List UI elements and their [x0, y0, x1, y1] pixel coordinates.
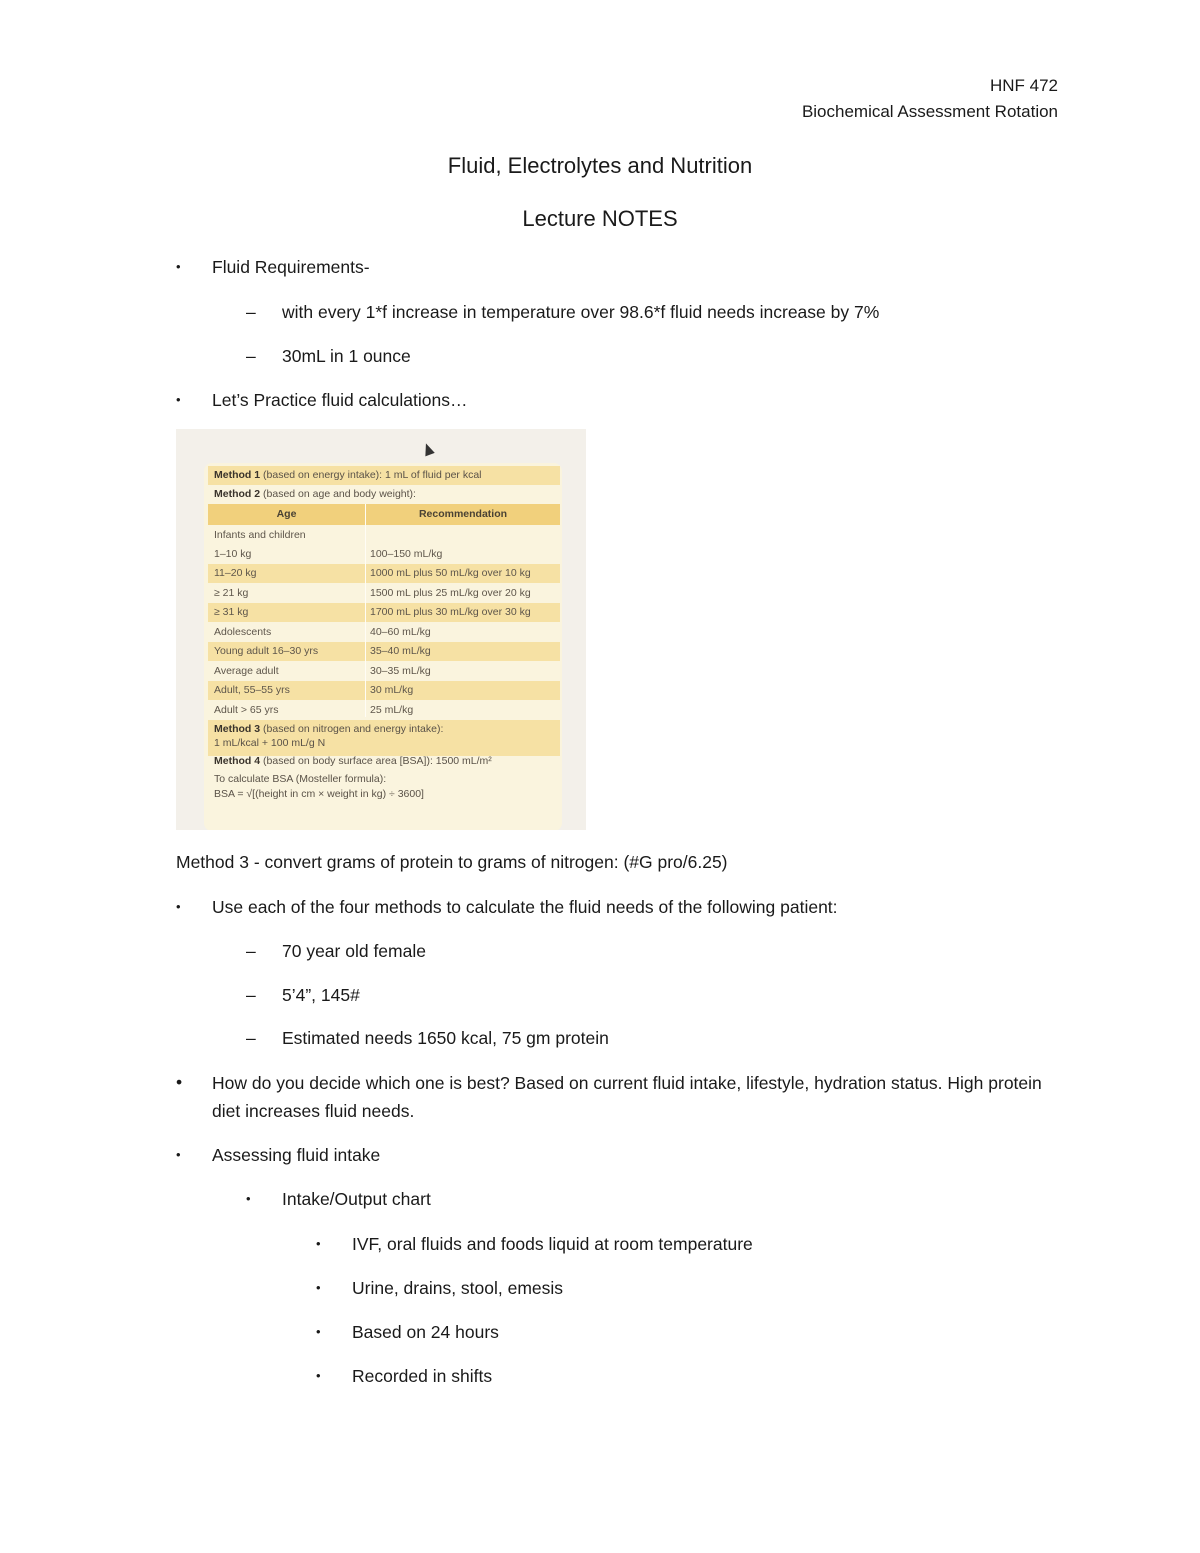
- table-age-cell: 1–10 kg: [214, 548, 252, 560]
- use-methods-heading: Use each of the four methods to calculate the fluid needs of the following patient:: [212, 897, 838, 917]
- list-item-text: Based on 24 hours: [352, 1322, 499, 1342]
- method-4-label: Method 4: [214, 755, 261, 767]
- bullet-icon: •: [176, 899, 181, 914]
- method-3-formula: 1 mL/kcal + 100 mL/g N: [214, 737, 326, 749]
- patient-detail: Estimated needs 1650 kcal, 75 gm protein: [282, 1028, 609, 1048]
- bullet-icon: •: [246, 1191, 251, 1206]
- bsa-formula: BSA = √[(height in cm × weight in kg) ÷ 3600]: [214, 788, 424, 800]
- method-3-note: Method 3 - convert grams of protein to grams of nitrogen: (#G pro/6.25): [176, 852, 728, 872]
- patient-detail: 5’4”, 145#: [282, 985, 360, 1005]
- bullet-icon: •: [316, 1236, 321, 1251]
- table-age-cell: Adult, 55–55 yrs: [214, 684, 290, 696]
- table-age-cell: ≥ 31 kg: [214, 606, 249, 618]
- method-1-text: (based on energy intake): 1 mL of fluid per kcal: [263, 469, 482, 481]
- bsa-instruction: To calculate BSA (Mosteller formula):: [214, 773, 387, 785]
- course-code: HNF 472: [989, 76, 1058, 95]
- cursor-icon: [421, 442, 435, 457]
- table-age-cell: Adolescents: [214, 626, 272, 638]
- table-age-cell: ≥ 21 kg: [214, 587, 249, 599]
- list-item: [176, 1069, 1042, 1121]
- dash-icon: –: [246, 346, 256, 366]
- bullet-icon: •: [176, 1072, 183, 1092]
- method-3-text: (based on nitrogen and energy intake):: [263, 723, 444, 735]
- table-age-cell: Adult > 65 yrs: [214, 704, 279, 716]
- column-header-age: Age: [208, 504, 365, 525]
- bullet-icon: •: [316, 1368, 321, 1383]
- list-item: [316, 1319, 499, 1345]
- table-rec-cell: 1700 mL plus 30 mL/kg over 30 kg: [370, 606, 531, 618]
- table-age-cell: Young adult 16–30 yrs: [214, 645, 319, 657]
- method-3-label: Method 3: [214, 723, 261, 735]
- column-header-recommendation: Recommendation: [366, 504, 560, 525]
- list-item: [316, 1231, 753, 1257]
- bullet-icon: •: [176, 259, 181, 274]
- document-title: Fluid, Electrolytes and Nutrition: [447, 153, 753, 178]
- method-1-row: [214, 469, 482, 481]
- fluid-requirements-heading: Fluid Requirements-: [212, 257, 370, 277]
- table-rec-cell: 35–40 mL/kg: [370, 645, 431, 657]
- method-2-label: Method 2: [214, 488, 261, 500]
- table-rec-cell: 40–60 mL/kg: [370, 626, 431, 638]
- list-item-text: IVF, oral fluids and foods liquid at room temperature: [352, 1234, 753, 1254]
- bullet-icon: •: [176, 1147, 181, 1162]
- bullet-icon: •: [316, 1324, 321, 1339]
- list-item: [176, 1142, 381, 1168]
- list-item: [176, 894, 838, 920]
- method-1-label: Method 1: [214, 469, 261, 481]
- table-rec-cell: 100–150 mL/kg: [370, 548, 443, 560]
- list-item-text: 30mL in 1 ounce: [282, 346, 411, 366]
- table-age-cell: 11–20 kg: [214, 567, 257, 579]
- list-item: [246, 1186, 431, 1212]
- dash-icon: –: [246, 941, 256, 961]
- method-2-row: [214, 488, 416, 500]
- rotation-name: Biochemical Assessment Rotation: [801, 102, 1058, 121]
- assessing-heading: Assessing fluid intake: [212, 1145, 381, 1165]
- bullet-icon: •: [316, 1280, 321, 1295]
- method-3-row: [214, 723, 443, 735]
- list-item: [246, 1025, 609, 1051]
- list-item-text: with every 1*f increase in temperature over 98.6*f fluid needs increase by 7%: [282, 302, 880, 322]
- list-item: [176, 387, 468, 413]
- list-item: [176, 254, 370, 280]
- method-4-text: (based on body surface area [BSA]): 1500 mL/m²: [263, 755, 492, 767]
- method-4-row: [214, 755, 492, 767]
- dash-icon: –: [246, 985, 256, 1005]
- table-rec-cell: 30 mL/kg: [370, 684, 414, 696]
- table-age-cell: Average adult: [214, 665, 279, 677]
- intake-output-heading: Intake/Output chart: [282, 1189, 431, 1209]
- dash-icon: –: [246, 1028, 256, 1048]
- list-item: [246, 299, 880, 325]
- table-rec-cell: 1000 mL plus 50 mL/kg over 10 kg: [370, 567, 531, 579]
- list-item: [316, 1275, 564, 1301]
- practice-heading: Let’s Practice fluid calculations…: [212, 390, 468, 410]
- fluid-table-photo: [176, 429, 586, 830]
- list-item: [246, 343, 411, 369]
- column-divider: [365, 504, 366, 717]
- list-item-text: Urine, drains, stool, emesis: [352, 1278, 564, 1298]
- list-item: [246, 982, 360, 1008]
- dash-icon: –: [246, 302, 256, 322]
- bullet-icon: •: [176, 392, 181, 407]
- list-item: [316, 1363, 493, 1389]
- group-label: Infants and children: [214, 529, 306, 541]
- table-rec-cell: 30–35 mL/kg: [370, 665, 431, 677]
- decide-text: How do you decide which one is best? Based on current fluid intake, lifestyle, hydration status. High protein diet increases fluid needs.: [212, 1073, 1042, 1121]
- document-subtitle: Lecture NOTES: [522, 206, 678, 231]
- patient-detail: 70 year old female: [282, 941, 426, 961]
- list-item: [246, 938, 426, 964]
- method-2-text: (based on age and body weight):: [263, 488, 416, 500]
- list-item-text: Recorded in shifts: [352, 1366, 493, 1386]
- table-rec-cell: 1500 mL plus 25 mL/kg over 20 kg: [370, 587, 531, 599]
- table-rec-cell: 25 mL/kg: [370, 704, 414, 716]
